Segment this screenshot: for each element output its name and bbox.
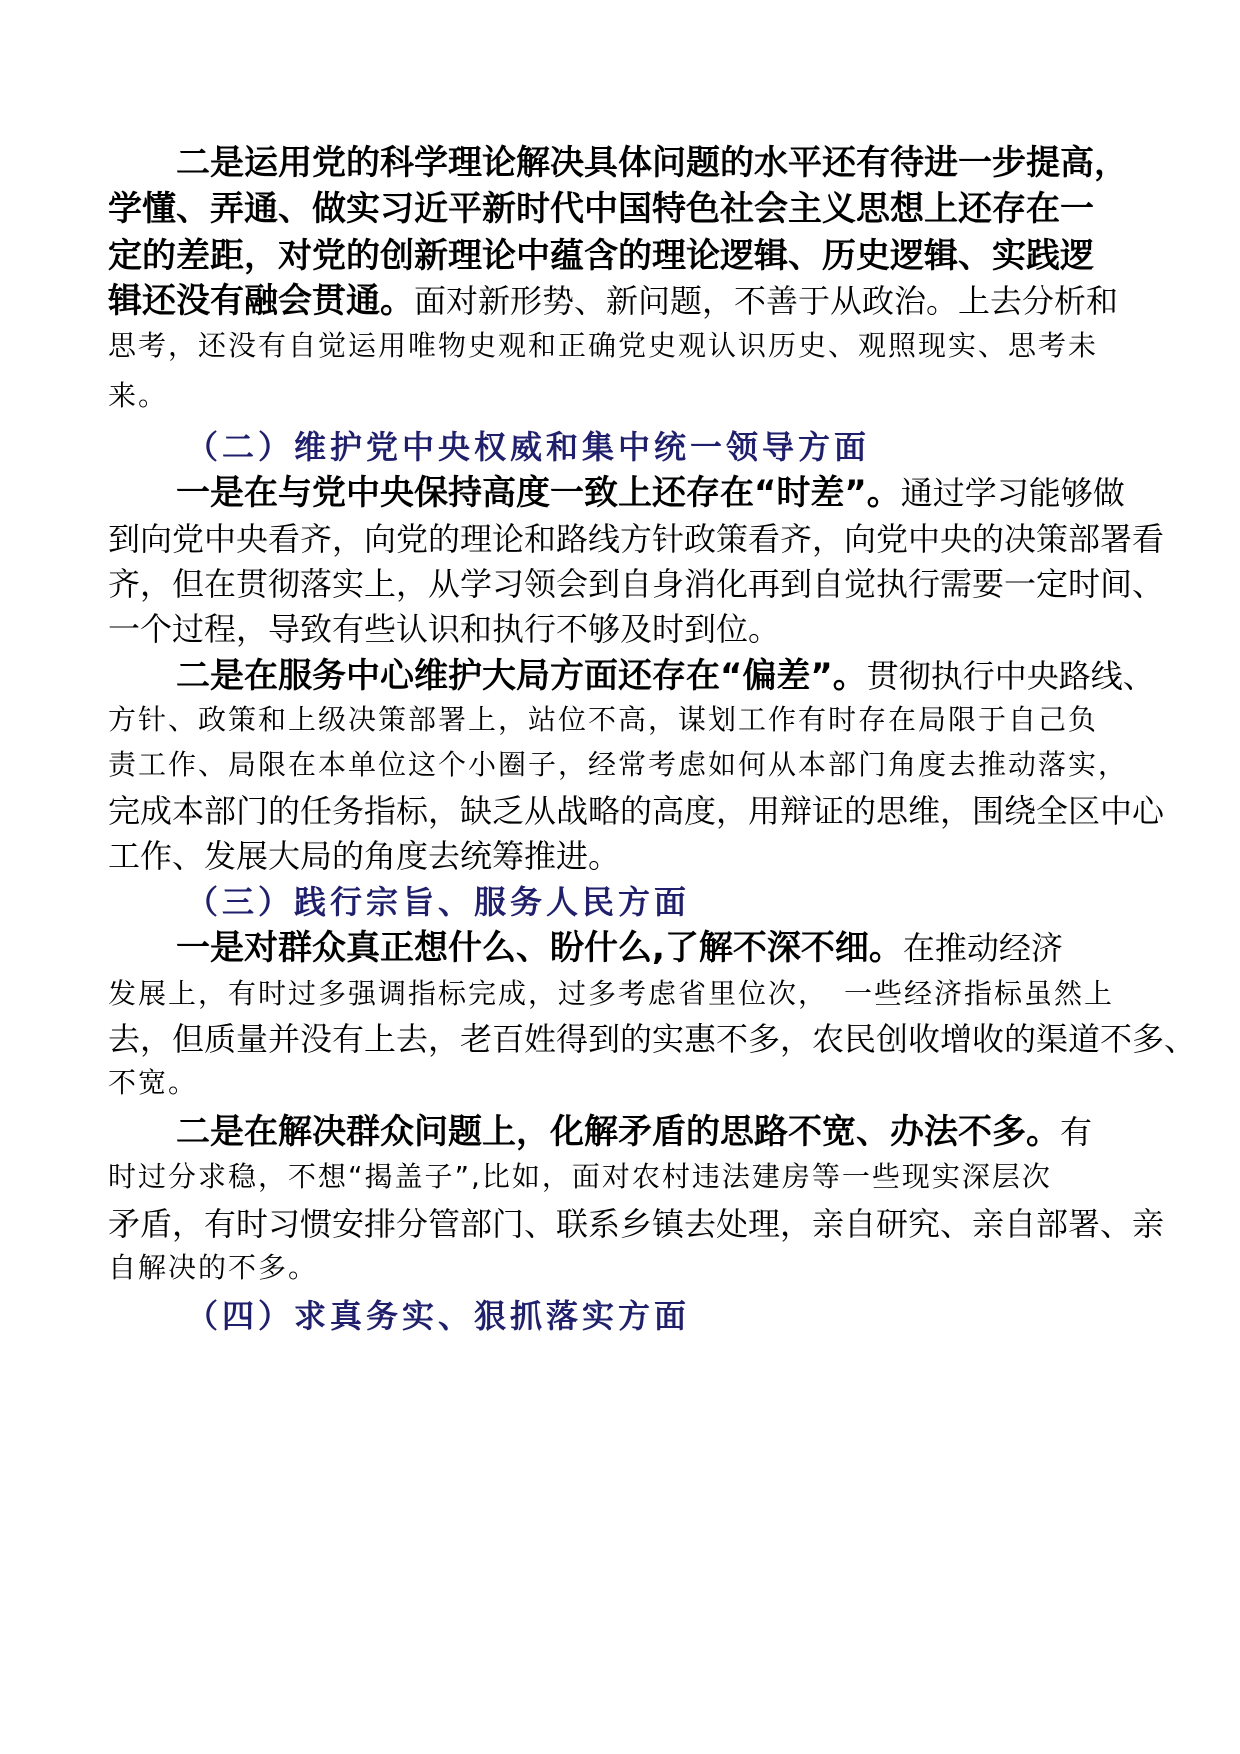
body-text: 贯彻执行中央路线、 bbox=[866, 657, 1155, 695]
paragraph-line: 时过分求稳，不想“揭盖子”,比如，面对农村违法建房等一些现实深层次 bbox=[108, 1160, 1052, 1193]
paragraph-line: 不宽。 bbox=[108, 1066, 199, 1099]
bold-lead-text: 二是在解决群众问题上，化解矛盾的思路不宽、办法不多。 bbox=[176, 1112, 1060, 1152]
paragraph-line: 矛盾，有时习惯安排分管部门、联系乡镇去处理，亲自研究、亲自部署、亲 bbox=[108, 1205, 1165, 1243]
section-heading: （三）践行宗旨、服务人民方面 bbox=[186, 883, 691, 921]
paragraph-line-mixed bbox=[176, 656, 1155, 696]
paragraph-line: 责工作、局限在本单位这个小圈子，经常考虑如何从本部门角度去推动落实， bbox=[108, 748, 1129, 781]
paragraph-line-mixed bbox=[176, 928, 1063, 968]
paragraph-line: 二是运用党的科学理论解决具体问题的水平还有待进一步提高， bbox=[176, 143, 1128, 183]
paragraph-line: 来。 bbox=[108, 379, 169, 412]
bold-lead-text: 一是对群众真正想什么、盼什么,了解不深不细。 bbox=[176, 928, 903, 968]
body-text: 面对新形势、新问题，不善于从政治。上去分析和 bbox=[414, 282, 1119, 320]
paragraph-line: 发展上，有时过多强调指标完成，过多考虑省里位次， 一些经济指标虽然上 bbox=[108, 977, 1115, 1010]
bold-lead-text: 二是在服务中心维护大局方面还存在“偏差”。 bbox=[176, 656, 867, 696]
paragraph-line: 思考，还没有自觉运用唯物史观和正确党史观认识历史、观照现实、思考未 bbox=[108, 329, 1099, 362]
paragraph-line-mixed bbox=[176, 1112, 1093, 1152]
paragraph-line: 工作、发展大局的角度去统筹推进。 bbox=[108, 837, 621, 875]
paragraph-line: 齐，但在贯彻落实上，从学习领会到自身消化再到自觉执行需要一定时间、 bbox=[108, 565, 1165, 603]
paragraph-line-mixed bbox=[108, 281, 1119, 321]
body-text: 有 bbox=[1060, 1113, 1093, 1151]
paragraph-line: 到向党中央看齐，向党的理论和路线方针政策看齐，向党中央的决策部署看 bbox=[108, 520, 1165, 558]
paragraph-line-mixed bbox=[176, 473, 1125, 513]
paragraph-line: 定的差距，对党的创新理论中蕴含的理论逻辑、历史逻辑、实践逻 bbox=[108, 236, 1094, 276]
section-heading: （二）维护党中央权威和集中统一领导方面 bbox=[186, 428, 871, 466]
paragraph-line: 完成本部门的任务指标，缺乏从战略的高度，用辩证的思维，围绕全区中心 bbox=[108, 792, 1165, 830]
paragraph-line: 去，但质量并没有上去，老百姓得到的实惠不多，农民创收增收的渠道不多、 bbox=[108, 1020, 1197, 1058]
paragraph-line: 学懂、弄通、做实习近平新时代中国特色社会主义思想上还存在一 bbox=[108, 189, 1094, 229]
body-text: 在推动经济 bbox=[902, 929, 1063, 967]
bold-lead-text: 一是在与党中央保持高度一致上还存在“时差”。 bbox=[176, 473, 901, 513]
paragraph-line: 方针、政策和上级决策部署上，站位不高，谋划工作有时存在局限于自己负 bbox=[108, 703, 1099, 736]
body-text: 通过学习能够做 bbox=[900, 474, 1125, 512]
bold-lead-text: 辑还没有融会贯通。 bbox=[108, 281, 414, 321]
paragraph-line: 自解决的不多。 bbox=[108, 1251, 319, 1284]
paragraph-line: 一个过程，导致有些认识和执行不够及时到位。 bbox=[108, 610, 781, 648]
section-heading: （四）求真务实、狠抓落实方面 bbox=[186, 1297, 691, 1335]
